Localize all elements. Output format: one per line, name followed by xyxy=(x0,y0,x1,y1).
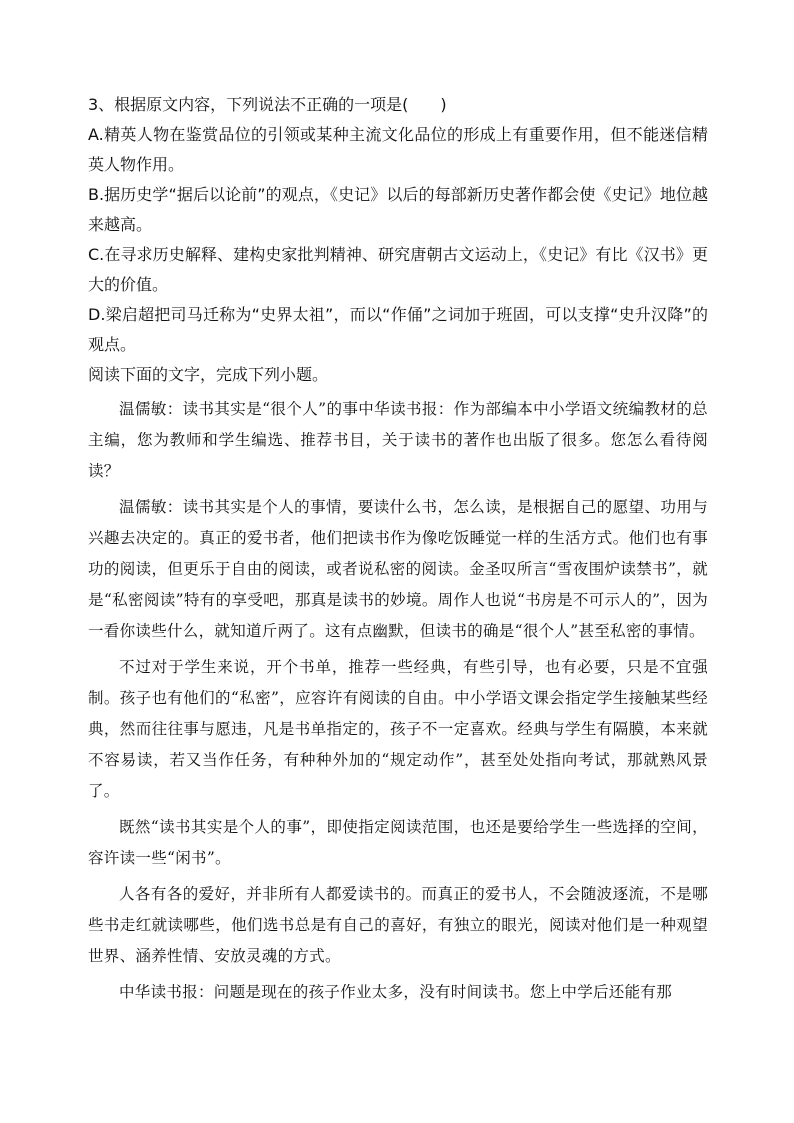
question-stem: 3、根据原文内容，下列说法不正确的一项是( ) xyxy=(88,95,447,114)
option-c: C.在寻求历史解释、建构史家批判精神、研究唐朝古文运动上，《史记》有比《汉书》更大的价值。 xyxy=(88,245,708,294)
article-paragraph: 温儒敏：读书其实是“很个人”的事中华读书报：作为部编本中小学语文统编教材的总主编，您为教师和学生编选、推荐书目，关于读书的著作也出版了很多。您怎么看待阅读？ xyxy=(88,400,708,480)
option-d: D.梁启超把司马迁称为“史界太祖”，而以“作俑”之词加于班固，可以支撑“史升汉降”的观点。 xyxy=(88,305,708,354)
article-paragraph: 不过对于学生来说，开个书单，推荐一些经典，有些引导，也有必要，只是不宜强制。孩子也有他们的“私密”，应容许有阅读的自由。中小学语文课会指定学生接触某些经典，然而往往事与愿违，凡是书单指定的，孩子不一定喜欢。经典与学生有隔膜，本来就不容易读，若又当作任务，有种种外加的“规定动作”，甚至处处指向考试，那就熟风景了。 xyxy=(88,658,708,800)
reading-instruction: 阅读下面的文字，完成下列小题。 xyxy=(88,365,329,384)
article-paragraph: 既然“读书其实是个人的事”，即使指定阅读范围，也还是要给学生一些选择的空间，容许读一些“闲书”。 xyxy=(88,818,708,867)
article-paragraph: 温儒敏：读书其实是个人的事情，要读什么书，怎么读，是根据自己的愿望、功用与兴趣去决定的。真正的爱书者，他们把读书作为像吃饭睡觉一样的生活方式。他们也有事功的阅读，但更乐于自由的阅读，或者说私密的阅读。金圣叹所言“雪夜围炉读禁书”，就是“私密阅读”特有的享受吧，那真是读书的妙境。周作人也说“书房是不可示人的”，因为一看你读些什么，就知道斤两了。这有点幽默，但读书的确是“很个人”甚至私密的事情。 xyxy=(88,498,708,640)
option-list xyxy=(88,120,708,360)
article-paragraph: 人各有各的爱好，并非所有人都爱读书的。而真正的爱书人，不会随波逐流，不是哪些书走红就读哪些，他们选书总是有自己的喜好，有独立的眼光，阅读对他们是一种观望世界、涵养性情、安放灵魂的方式。 xyxy=(88,885,708,965)
option-a: A.精英人物在鉴赏品位的引领或某种主流文化品位的形成上有重要作用，但不能迷信精英人物作用。 xyxy=(88,125,708,174)
option-b: B.据历史学“据后以论前”的观点，《史记》以后的每部新历史著作都会使《史记》地位越来越高。 xyxy=(88,185,708,234)
article-paragraph: 中华读书报：问题是现在的孩子作业太多，没有时间读书。您上中学后还能有那 xyxy=(119,983,673,1001)
document-page xyxy=(88,90,708,1013)
article-body xyxy=(88,394,708,1008)
